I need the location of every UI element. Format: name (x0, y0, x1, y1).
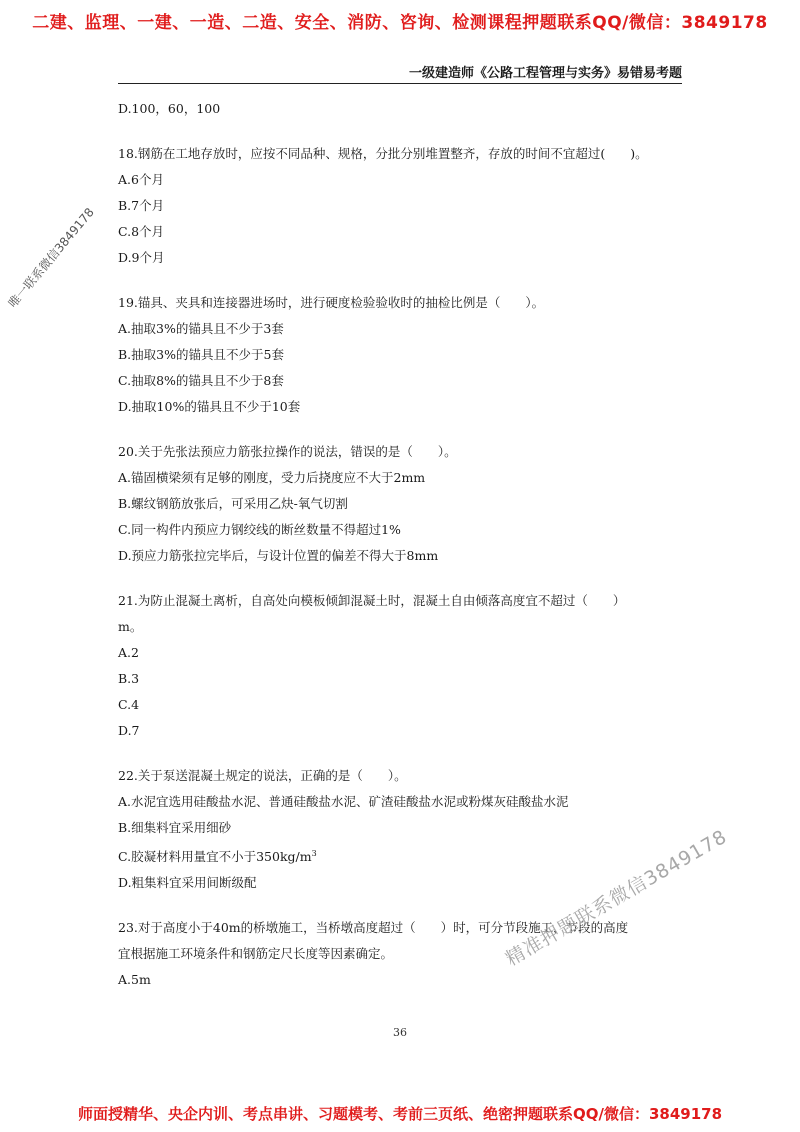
question-21 (118, 592, 690, 739)
option-a: A.2 (118, 645, 139, 660)
header-divider (118, 83, 682, 84)
superscript-unit: 3 (311, 849, 317, 858)
question-stem-continued: m。 (118, 619, 143, 634)
question-20 (118, 443, 690, 564)
option-a: A.锚固横梁须有足够的刚度，受力后挠度应不大于2mm (118, 470, 426, 485)
option-c-text: C.胶凝材料用量宜不小于350kg/m (118, 849, 312, 865)
option-c: C.同一构件内预应力钢绞线的断丝数量不得超过1% (118, 522, 401, 537)
question-content (118, 100, 690, 997)
page-number: 36 (393, 1026, 407, 1039)
option-b: B.螺纹钢筋放张后，可采用乙炔-氧气切割 (118, 496, 348, 511)
option-d: D.9个月 (118, 250, 165, 265)
question-stem: 19.锚具、夹具和连接器进场时，进行硬度检验验收时的抽检比例是（ ）。 (118, 295, 545, 310)
question-19 (118, 294, 690, 415)
question-23 (118, 919, 690, 988)
option-b: B.抽取3%的锚具且不少于5套 (118, 347, 284, 362)
question-18 (118, 145, 690, 266)
question-stem: 21.为防止混凝土离析，自高处向模板倾卸混凝土时，混凝土自由倾落高度宜不超过（ ） (118, 593, 626, 608)
carryover-option: D.100，60，100 (118, 101, 221, 116)
option-a: A.抽取3%的锚具且不少于3套 (118, 321, 284, 336)
option-c (118, 845, 690, 865)
option-d: D.预应力筋张拉完毕后，与设计位置的偏差不得大于8mm (118, 548, 439, 563)
option-d: D.粗集料宜采用间断级配 (118, 875, 257, 891)
option-d: D.7 (118, 723, 140, 738)
option-b: B.3 (118, 671, 140, 686)
top-promo-banner: 二建、监理、一建、一造、二造、安全、消防、咨询、检测课程押题联系QQ/微信：3849178 (32, 13, 768, 33)
question-stem: 23.对于高度小于40m的桥墩施工，当桥墩高度超过（ ）时，可分节段施工，节段的高度 (118, 920, 629, 936)
question-stem: 18.钢筋在工地存放时，应按不同品种、规格，分批分别堆置整齐，存放的时间不宜超过( )。 (118, 146, 648, 161)
question-22 (118, 767, 690, 891)
question-stem: 22.关于泵送混凝土规定的说法，正确的是（ ）。 (118, 768, 407, 783)
watermark-left: 唯一联系微信3849178 (5, 205, 97, 311)
option-b: B.细集料宜采用细砂 (118, 820, 232, 835)
option-b: B.7个月 (118, 198, 165, 213)
question-stem-continued: 宜根据施工环境条件和钢筋定尺长度等因素确定。 (118, 946, 394, 962)
watermark-right: 精准押题联系微信3849178 (502, 825, 731, 971)
option-c: C.抽取8%的锚具且不少于8套 (118, 373, 284, 388)
option-c: C.4 (118, 697, 140, 712)
question-stem: 20.关于先张法预应力筋张拉操作的说法，错误的是（ ）。 (118, 444, 457, 459)
option-a: A.6个月 (118, 172, 164, 187)
document-header-title: 一级建造师《公路工程管理与实务》易错易考题 (408, 66, 682, 81)
bottom-promo-banner: 师面授精华、央企内训、考点串讲、习题模考、考前三页纸、绝密押题联系QQ/微信：3849178 (77, 1105, 723, 1123)
option-d: D.抽取10%的锚具且不少于10套 (118, 399, 301, 414)
option-a: A.5m (118, 972, 151, 988)
option-a: A.水泥宜选用硅酸盐水泥、普通硅酸盐水泥、矿渣硅酸盐水泥或粉煤灰硅酸盐水泥 (118, 794, 569, 809)
option-c: C.8个月 (118, 224, 165, 239)
